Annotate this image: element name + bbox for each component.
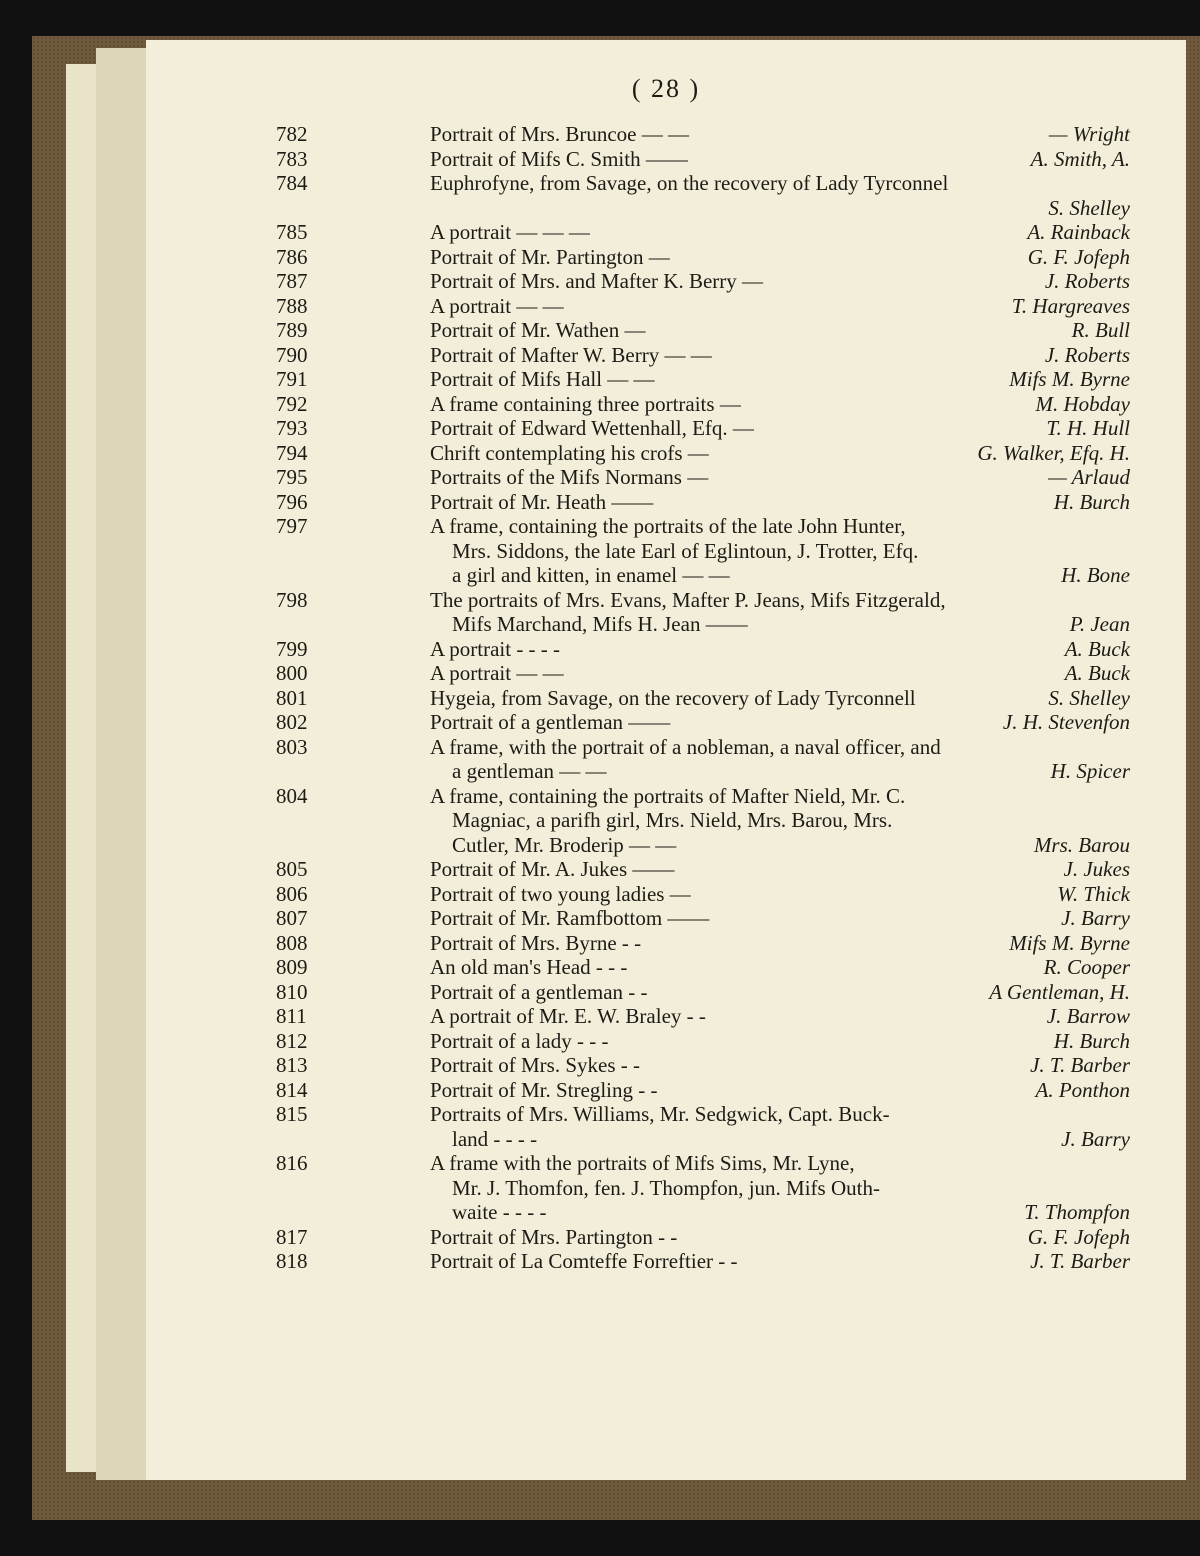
entry-description: Portrait of two young ladies — <box>430 881 691 906</box>
entry-line <box>276 587 1130 613</box>
entry-line <box>276 979 1130 1005</box>
catalogue-entry <box>276 1004 1130 1029</box>
entry-number: 806 <box>276 881 308 906</box>
entry-number: 814 <box>276 1077 308 1102</box>
entry-description: Portrait of Mr. Wathen — <box>430 318 646 342</box>
entry-line <box>276 783 1130 809</box>
catalogue-entry <box>276 783 1130 858</box>
entry-artist: H. Bone <box>1061 563 1130 587</box>
entry-number: 816 <box>276 1151 308 1175</box>
entry-number: 792 <box>276 391 308 416</box>
entry-artist: Mrs. Barou <box>1033 832 1130 857</box>
entry-description: Portrait of Mr. Heath —— <box>430 489 654 514</box>
entry-description: Portrait of Edward Wettenhall, Efq. — <box>430 416 754 440</box>
entry-description: Portrait of Mifs C. Smith —— <box>430 146 688 171</box>
entry-description: Portrait of Mr. Ramfbottom —— <box>430 906 710 930</box>
entry-description: Portrait of Mr. A. Jukes —— <box>430 857 675 881</box>
catalogue-entry <box>276 342 1130 368</box>
entry-number: 790 <box>276 342 308 367</box>
entry-number: 804 <box>276 783 308 808</box>
catalogue-entry <box>276 1224 1130 1250</box>
entry-line <box>276 146 1130 172</box>
entry-artist: R. Bull <box>1071 318 1130 342</box>
entry-number: 782 <box>276 122 308 146</box>
entry-artist: J. Jukes <box>1063 857 1130 881</box>
entry-line <box>276 1028 1130 1054</box>
catalogue-entry <box>276 1028 1130 1054</box>
entry-description: Portrait of a lady - - - <box>430 1028 609 1053</box>
entry-description: land - - - - <box>452 1126 538 1151</box>
catalogue-entry <box>276 146 1130 172</box>
entry-description: A portrait - - - - <box>430 636 561 661</box>
entry-artist: T. H. Hull <box>1046 416 1130 440</box>
entry-number: 808 <box>276 930 308 955</box>
catalogue-entry <box>276 416 1130 441</box>
entry-line <box>354 1127 1130 1152</box>
entry-description: A frame containing three portraits — <box>430 391 741 416</box>
entry-description: Chrift contemplating his crofs — <box>430 440 709 465</box>
entry-line <box>354 563 1130 588</box>
entry-artist: S. Shelley <box>1048 195 1130 220</box>
entry-artist: A. Smith, A. <box>1030 146 1130 171</box>
entry-line <box>276 1224 1130 1250</box>
catalogue-entry <box>276 1151 1130 1225</box>
entry-line <box>276 318 1130 343</box>
entry-description: An old man's Head - - - <box>430 955 628 979</box>
entry-line <box>276 342 1130 368</box>
catalogue-entry <box>276 465 1130 490</box>
entry-description: Portrait of La Comteffe Forreftier - - <box>430 1249 738 1273</box>
entry-line <box>276 955 1130 980</box>
entry-description: Portrait of Mrs. Byrne - - <box>430 930 642 955</box>
entry-line <box>354 539 1130 564</box>
entry-line <box>276 269 1130 294</box>
entry-line <box>276 514 1130 539</box>
entry-description: Portrait of Mr. Stregling - - <box>430 1077 658 1102</box>
entry-description: Portrait of Mrs. Sykes - - <box>430 1053 640 1077</box>
entry-line <box>354 612 1130 637</box>
entry-line <box>276 906 1130 931</box>
entry-number: 799 <box>276 636 308 661</box>
entry-artist: J. T. Barber <box>1030 1249 1130 1273</box>
entry-description: waite - - - - <box>452 1200 547 1224</box>
entry-artist: S. Shelley <box>1048 685 1130 710</box>
catalogue-entry <box>276 1077 1130 1103</box>
catalogue-entry <box>276 440 1130 466</box>
entry-description: Portrait of Mr. Partington — <box>430 244 670 269</box>
entry-artist: A. Rainback <box>1027 220 1130 244</box>
entry-number: 815 <box>276 1102 308 1126</box>
entry-artist: A Gentleman, H. <box>989 979 1130 1004</box>
entry-line <box>276 734 1130 760</box>
entry-line <box>276 244 1130 270</box>
entry-line <box>276 293 1130 319</box>
entry-description: Portrait of Mrs. and Mafter K. Berry — <box>430 269 764 293</box>
entry-description: Portrait of Mrs. Partington - - <box>430 1224 678 1249</box>
catalogue-entry <box>276 269 1130 294</box>
entry-description: A portrait — — — <box>430 220 590 244</box>
catalogue-entry <box>276 293 1130 319</box>
entry-description: Cutler, Mr. Broderip — — <box>452 832 677 857</box>
entry-number: 785 <box>276 220 308 244</box>
entry-number: 802 <box>276 710 308 734</box>
entry-number: 796 <box>276 489 308 514</box>
entry-description: Euphrofyne, from Savage, on the recovery of Lady Tyrconnel <box>430 171 949 195</box>
entry-line <box>276 1077 1130 1103</box>
entry-description: Portrait of a gentleman - - <box>430 979 648 1004</box>
entry-number: 795 <box>276 465 308 489</box>
catalogue-entry <box>276 955 1130 980</box>
catalogue-entry <box>276 244 1130 270</box>
entry-artist: H. Burch <box>1053 489 1130 514</box>
entry-number: 788 <box>276 293 308 318</box>
entry-artist: — Arlaud <box>1048 465 1130 489</box>
entry-number: 793 <box>276 416 308 440</box>
entry-number: 801 <box>276 685 308 710</box>
catalogue-entry <box>276 391 1130 417</box>
entry-description: Portrait of Mafter W. Berry — — <box>430 342 712 367</box>
entry-number: 805 <box>276 857 308 881</box>
entry-number: 817 <box>276 1224 308 1249</box>
entry-artist: Mifs M. Byrne <box>1009 930 1130 955</box>
entry-line <box>276 1053 1130 1078</box>
entry-artist: H. Burch <box>1053 1028 1130 1053</box>
catalogue-entry <box>276 1053 1130 1078</box>
entry-line <box>354 1176 1130 1201</box>
entry-number: 809 <box>276 955 308 979</box>
entry-number: 803 <box>276 734 308 759</box>
book-page <box>146 40 1186 1480</box>
catalogue-entry <box>276 685 1130 711</box>
catalogue-entry <box>276 171 1130 220</box>
entry-line <box>354 196 1130 221</box>
page-header: ( 28 ) <box>631 74 701 103</box>
entry-artist: G. F. Jofeph <box>1027 244 1130 269</box>
entry-number: 797 <box>276 514 308 538</box>
entry-description: A frame, containing the portraits of the late John Hunter, <box>430 514 906 538</box>
entry-line <box>276 881 1130 907</box>
entry-line <box>276 661 1130 686</box>
entry-number: 800 <box>276 661 308 685</box>
entry-description: A frame, with the portrait of a nobleman, a naval officer, and <box>430 734 941 759</box>
entry-description: A portrait — — <box>430 661 564 685</box>
catalogue-entry <box>276 661 1130 686</box>
entry-description: a gentleman — — <box>452 759 607 783</box>
entry-number: 811 <box>276 1004 307 1028</box>
catalogue-entry <box>276 489 1130 515</box>
entry-artist: H. Spicer <box>1050 759 1130 783</box>
catalogue-entry <box>276 318 1130 343</box>
entry-artist: Mifs M. Byrne <box>1009 367 1130 391</box>
catalogue-entry <box>276 857 1130 882</box>
entry-description: Portrait of Mifs Hall — — <box>430 367 655 391</box>
catalogue-entry <box>276 636 1130 662</box>
entry-line <box>354 808 1130 833</box>
entry-artist: J. H. Stevenfon <box>1002 710 1130 734</box>
entry-description: A frame with the portraits of Mifs Sims, Mr. Lyne, <box>430 1151 855 1175</box>
entry-artist: R. Cooper <box>1043 955 1130 979</box>
entry-line <box>276 171 1130 196</box>
entry-artist: — Wright <box>1048 122 1130 146</box>
entry-artist: J. T. Barber <box>1030 1053 1130 1077</box>
entry-number: 789 <box>276 318 308 342</box>
entry-number: 787 <box>276 269 308 293</box>
entry-line <box>276 1151 1130 1176</box>
catalogue-entries <box>276 122 1130 1274</box>
entry-artist: M. Hobday <box>1035 391 1130 416</box>
entry-number: 786 <box>276 244 308 269</box>
entry-line <box>276 636 1130 662</box>
entry-description: A portrait of Mr. E. W. Braley - - <box>430 1004 706 1028</box>
catalogue-entry <box>276 514 1130 588</box>
entry-artist: P. Jean <box>1069 612 1130 636</box>
entry-line <box>354 1200 1130 1225</box>
entry-line <box>276 1102 1130 1127</box>
entry-artist: A. Buck <box>1064 661 1130 685</box>
entry-number: 813 <box>276 1053 308 1077</box>
catalogue-entry <box>276 881 1130 907</box>
entry-artist: T. Hargreaves <box>1011 293 1130 318</box>
entry-line <box>276 930 1130 956</box>
entry-artist: J. Roberts <box>1044 342 1130 367</box>
entry-line <box>276 710 1130 735</box>
catalogue-entry <box>276 1102 1130 1151</box>
entry-description: Mrs. Siddons, the late Earl of Eglintoun, J. Trotter, Efq. <box>452 538 919 563</box>
catalogue-entry <box>276 979 1130 1005</box>
entry-line <box>276 122 1130 147</box>
entry-number: 807 <box>276 906 308 930</box>
entry-number: 818 <box>276 1249 308 1273</box>
entry-line <box>276 391 1130 417</box>
entry-artist: J. Barry <box>1061 1126 1130 1151</box>
entry-description: Mifs Marchand, Mifs H. Jean —— <box>452 612 748 636</box>
entry-line <box>276 1249 1130 1274</box>
entry-description: a girl and kitten, in enamel — — <box>452 563 730 587</box>
entry-number: 783 <box>276 146 308 171</box>
catalogue-entry <box>276 906 1130 931</box>
entry-line <box>354 759 1130 784</box>
entry-line <box>276 367 1130 392</box>
entry-artist: A. Ponthon <box>1035 1077 1130 1102</box>
entry-description: The portraits of Mrs. Evans, Mafter P. Jeans, Mifs Fitzgerald, <box>430 587 946 612</box>
entry-line <box>354 833 1130 858</box>
entry-line <box>276 1004 1130 1029</box>
entry-artist: G. F. Jofeph <box>1027 1224 1130 1249</box>
catalogue-entry <box>276 587 1130 637</box>
catalogue-entry <box>276 122 1130 147</box>
entry-line <box>276 220 1130 245</box>
entry-line <box>276 416 1130 441</box>
entry-line <box>276 489 1130 515</box>
entry-artist: G. Walker, Efq. H. <box>977 440 1130 465</box>
catalogue-entry <box>276 930 1130 956</box>
entry-description: Portrait of a gentleman —— <box>430 710 671 734</box>
catalogue-entry <box>276 734 1130 784</box>
entry-description: A frame, containing the portraits of Mafter Nield, Mr. C. <box>430 783 906 808</box>
catalogue-entry <box>276 710 1130 735</box>
entry-line <box>276 465 1130 490</box>
entry-description: Portraits of the Mifs Normans — <box>430 465 709 489</box>
entry-description: Portraits of Mrs. Williams, Mr. Sedgwick, Capt. Buck- <box>430 1102 890 1126</box>
entry-line <box>276 685 1130 711</box>
entry-description: Portrait of Mrs. Bruncoe — — <box>430 122 689 146</box>
catalogue-entry <box>276 220 1130 245</box>
entry-artist: J. Barry <box>1061 906 1130 930</box>
entry-artist: J. Barrow <box>1046 1004 1130 1028</box>
entry-description: Magniac, a parifh girl, Mrs. Nield, Mrs. Barou, Mrs. <box>452 808 893 832</box>
entry-description: Mr. J. Thomfon, fen. J. Thompfon, jun. Mifs Outh- <box>452 1175 880 1200</box>
entry-description: Hygeia, from Savage, on the recovery of Lady Tyrconnell <box>430 685 916 710</box>
entry-artist: J. Roberts <box>1044 269 1130 293</box>
entry-artist: W. Thick <box>1057 881 1130 906</box>
entry-number: 810 <box>276 979 308 1004</box>
entry-number: 784 <box>276 171 308 195</box>
entry-artist: T. Thompfon <box>1024 1200 1130 1224</box>
entry-line <box>276 440 1130 466</box>
entry-artist: A. Buck <box>1064 636 1130 661</box>
entry-description: A portrait — — <box>430 293 564 318</box>
entry-number: 798 <box>276 587 308 612</box>
entry-number: 812 <box>276 1028 308 1053</box>
catalogue-entry <box>276 1249 1130 1274</box>
entry-number: 794 <box>276 440 308 465</box>
entry-line <box>276 857 1130 882</box>
entry-number: 791 <box>276 367 308 391</box>
catalogue-entry <box>276 367 1130 392</box>
